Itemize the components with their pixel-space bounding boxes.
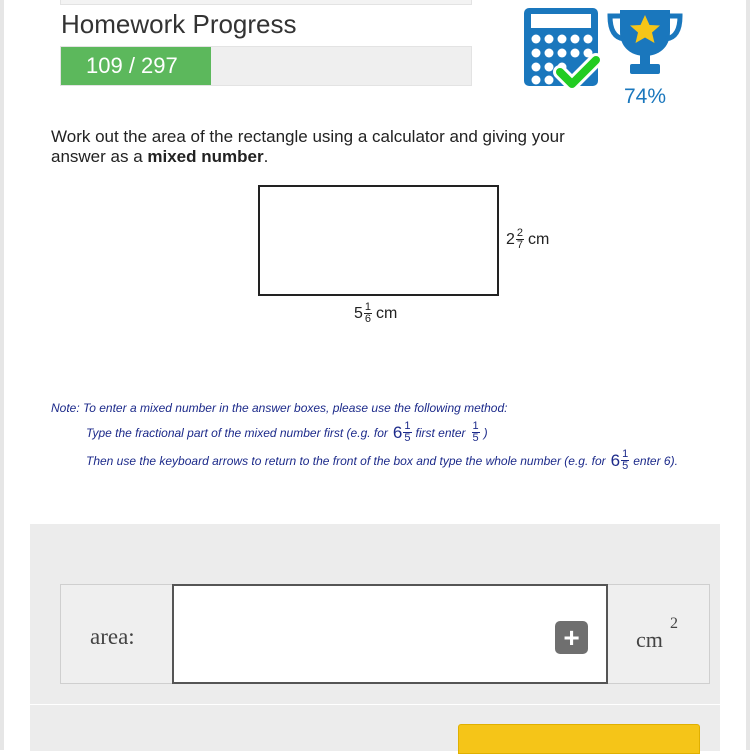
note-line1-middle: first enter [415,425,466,440]
question-text-end: . [263,147,269,166]
area-label: area: [90,624,135,649]
note-line1-enter-den: 5 [472,432,479,444]
note-line2-end: enter 6). [633,453,678,468]
question-bold-term: mixed number [147,147,264,166]
note-line1-example-whole: 6 [392,422,403,442]
note-line1-example-num: 1 [404,420,411,432]
note-line1-enter-num: 1 [472,420,479,432]
note-line1-end: ) [483,425,488,440]
side-length-label [506,228,549,251]
note-line1-start: Type the fractional part of the mixed number first (e.g. for [86,425,388,440]
trophy-icon [606,6,684,78]
right-edge [746,0,750,750]
homework-progress-title: Homework Progress [61,9,297,39]
question-text-part: Work out the area of the rectangle using a calculator and giving your answer as a [51,127,565,166]
bottom-whole: 5 [354,304,363,322]
calculator-icon [522,6,600,90]
note-line1-enter-fraction [472,421,480,444]
note-line-2 [86,449,678,472]
bottom-denominator: 6 [364,313,372,325]
progress-text: 109 / 297 [86,53,178,78]
note-line2-example-fraction [621,449,629,472]
answer-unit: cm [636,627,663,652]
answer-unit-power: 2 [670,615,678,632]
note-line2-example-whole: 6 [610,450,621,470]
bottom-fraction [364,302,372,325]
progress-bar [60,46,472,86]
note-line2-example-num: 1 [622,448,629,460]
area-answer-input[interactable] [172,584,608,684]
note-line1-example-fraction [403,421,411,444]
note-line-1 [86,421,488,444]
side-unit: cm [528,230,550,248]
side-denominator: 7 [516,239,524,251]
bottom-unit: cm [376,304,398,322]
note-line2-start: Then use the keyboard arrows to return to the front of the box and type the whole number (e.g. for [86,453,606,468]
side-fraction [516,228,524,251]
bottom-length-label [354,302,397,325]
left-edge [0,0,4,750]
plus-icon[interactable]: + [555,621,588,654]
score-percent: 74% [623,85,667,108]
note-heading: Note: To enter a mixed number in the answer boxes, please use the following method: [51,401,508,415]
bottom-numerator: 1 [364,301,372,313]
side-whole: 2 [506,230,515,248]
top-panel-edge [60,0,472,5]
rectangle-diagram [258,185,499,296]
side-numerator: 2 [516,227,524,239]
note-line2-example-den: 5 [622,460,629,472]
note-line1-example-den: 5 [404,432,411,444]
question-text [51,127,611,167]
